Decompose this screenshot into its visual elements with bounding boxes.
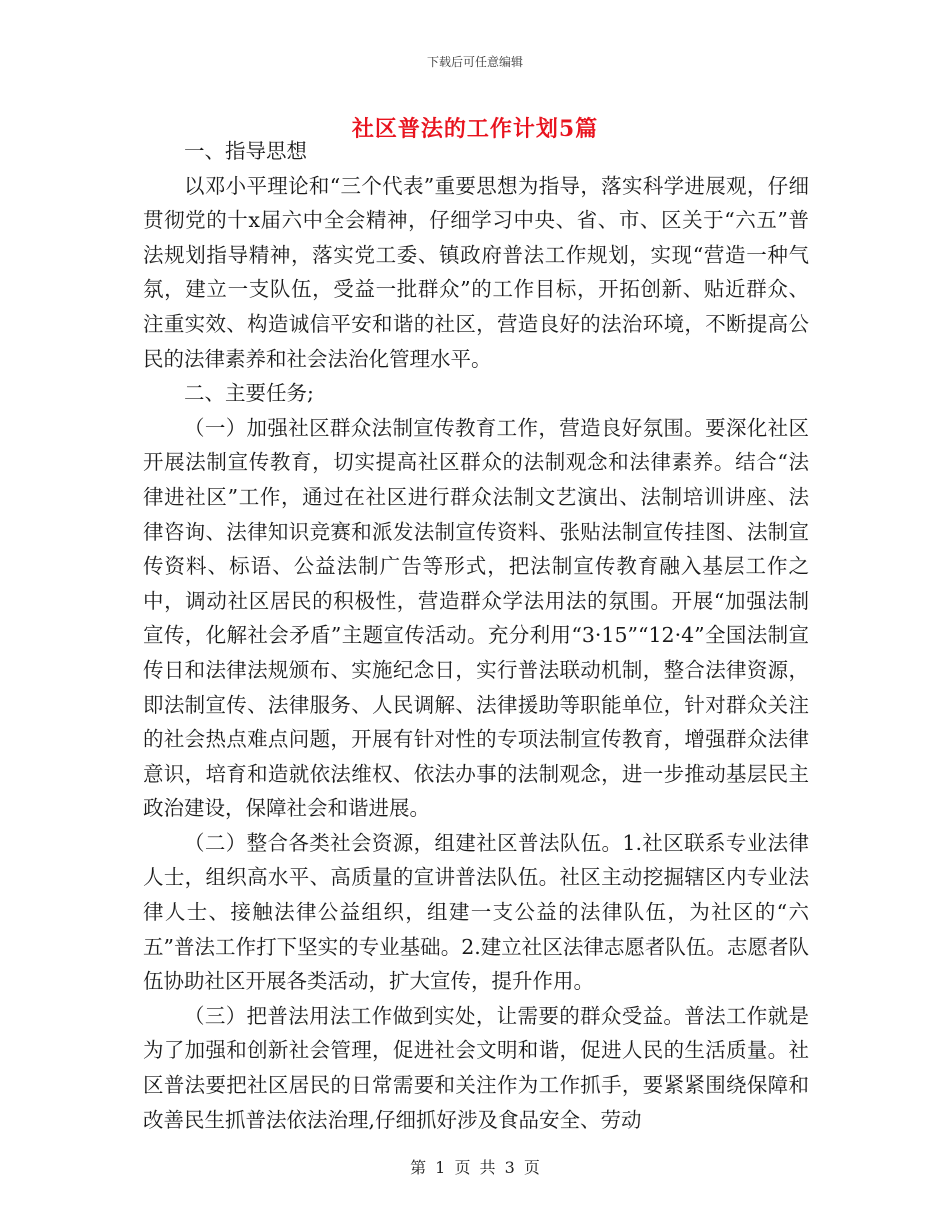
- paragraph-guiding-thought: 以邓小平理论和“三个代表”重要思想为指导，落实科学进展观，仔细贯彻党的十x届六中全会精神，仔细学习中央、省、市、区关于“六五”普法规划指导精神，落实党工委、镇政府普法工作规划，实现“营造一种气氛，建立一支队伍，受益一批群众”的工作目标，开拓创新、贴近群众、注重实效、构造诚信平安和谐的社区，营造良好的法治环境，不断提高公民的法律素养和社会法治化管理水平。: [143, 173, 809, 371]
- section-heading-guiding-thought: 一、指导思想: [184, 139, 307, 163]
- document-title: 社区普法的工作计划5篇: [351, 116, 599, 142]
- header-note: 下载后可任意编辑: [426, 55, 523, 69]
- paragraph-task-3: （三）把普法用法工作做到实处，让需要的群众受益。普法工作就是为了加强和创新社会管理，促进社会文明和谐，促进人民的生活质量。社区普法要把社区居民的日常需要和关注作为工作抓手，要紧紧围绕保障和改善民生抓普法依法治理,仔细抓好涉及食品安全、劳动: [143, 1003, 809, 1132]
- section-heading-main-tasks: 二、主要任务;: [184, 381, 314, 406]
- document-body: [143, 134, 809, 1137]
- paragraph-task-2: （二）整合各类社会资源，组建社区普法队伍。1.社区联系专业法律人士，组织高水平、高质量的宣讲普法队伍。社区主动挖掘辖区内专业法律人士、接触法律公益组织，组建一支公益的法律队伍，为社区的“六五”普法工作打下坚实的专业基础。2.建立社区法律志愿者队伍。志愿者队伍协助社区开展各类活动，扩大宣传，提升作用。: [143, 830, 809, 994]
- paragraph-task-1: （一）加强社区群众法制宣传教育工作，营造良好氛围。要深化社区开展法制宣传教育，切实提高社区群众的法制观念和法律素养。结合“法律进社区”工作，通过在社区进行群众法制文艺演出、法制培训讲座、法律咨询、法律知识竞赛和派发法制宣传资料、张贴法制宣传挂图、法制宣传资料、标语、公益法制广告等形式，把法制宣传教育融入基层工作之中，调动社区居民的积极性，营造群众学法用法的氛围。开展“加强法制宣传，化解社会矛盾”主题宣传活动。充分利用“3·15”“12·4”全国法制宣传日和法律法规颁布、实施纪念日，实行普法联动机制，整合法律资源，即法制宣传、法律服务、人民调解、法律援助等职能单位，针对群众关注的社会热点难点问题，开展有针对性的专项法制宣传教育，增强群众法律意识，培育和造就依法维权、依法办事的法制观念，进一步推动基层民主政治建设，保障社会和谐进展。: [143, 415, 809, 821]
- page-indicator: 第 1 页 共 3 页: [410, 1158, 540, 1177]
